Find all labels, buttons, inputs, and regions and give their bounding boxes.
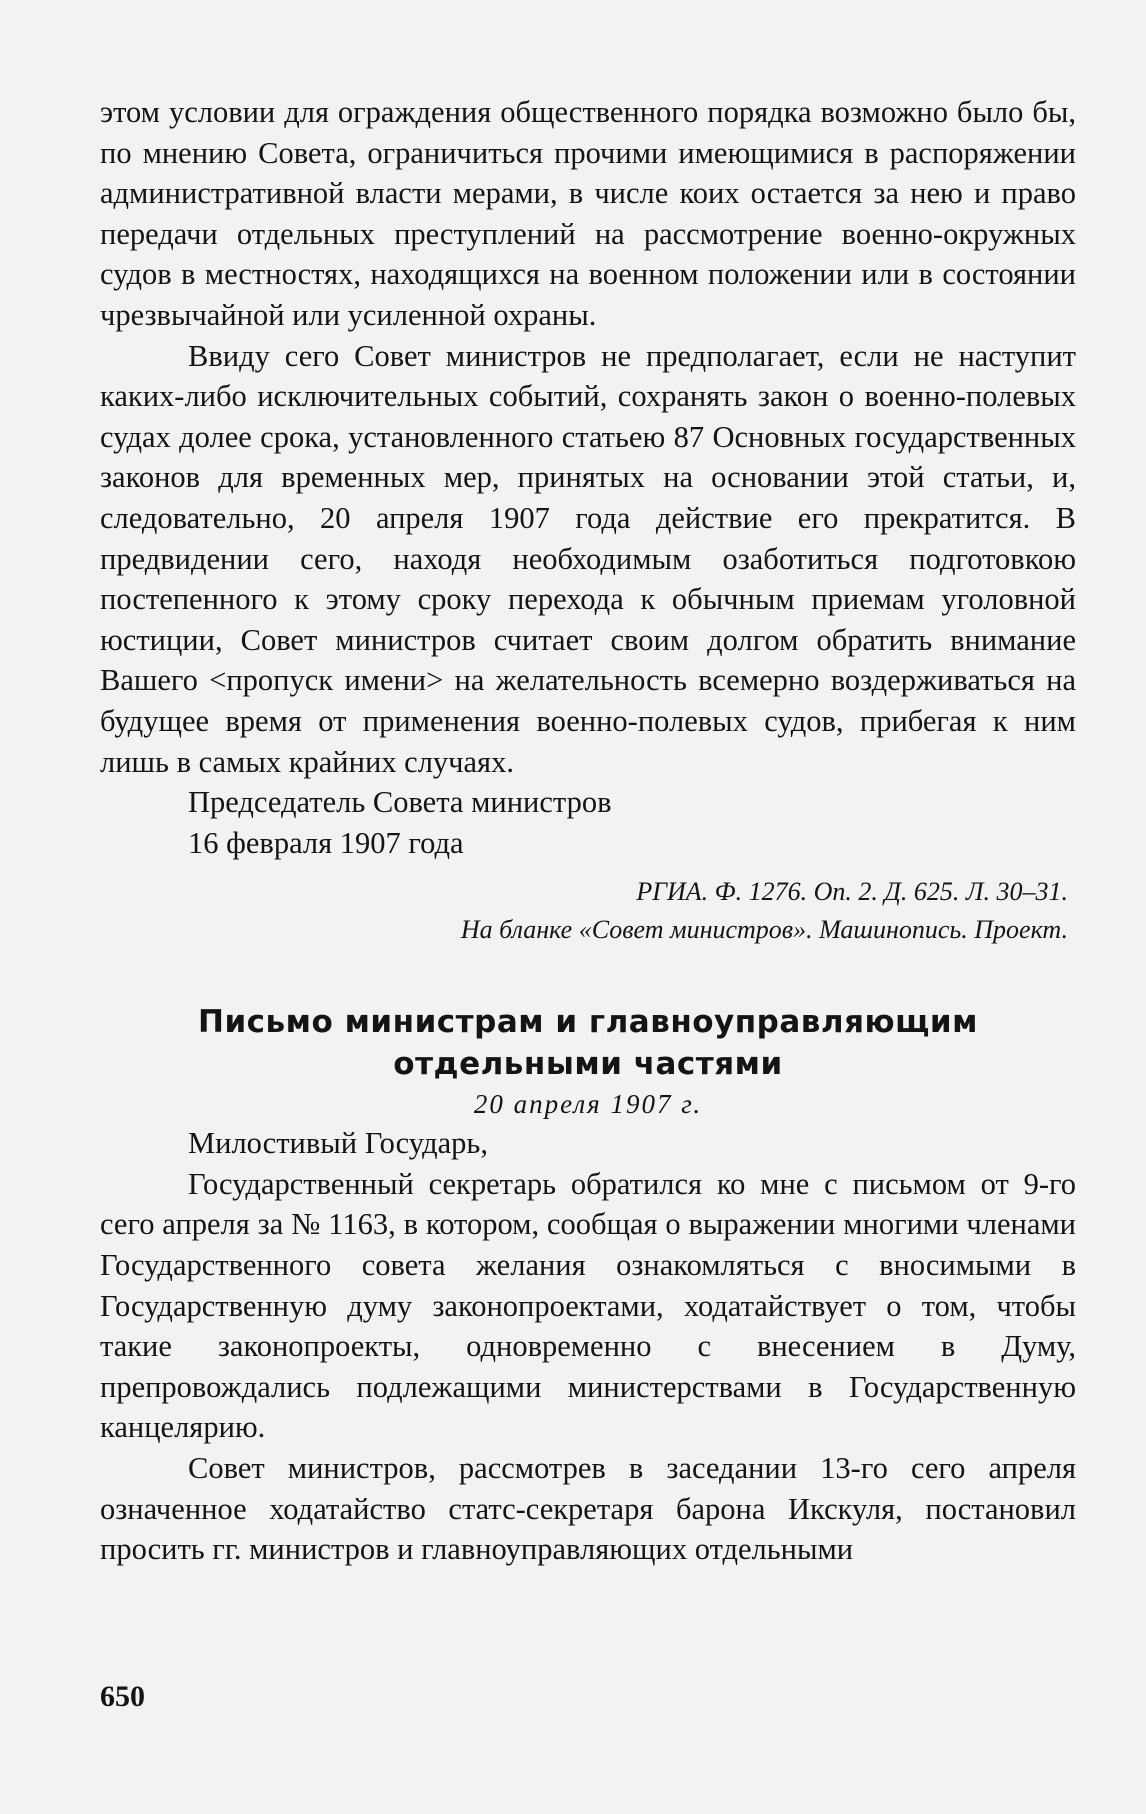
letter-paragraph-2: Совет министров, рассмотрев в заседании 13-го сего апреля означенное ходатайство статс-секретаря барона Икскуля, постановил просить гг. министров и главноуправляющих отдельными	[100, 1451, 1076, 1567]
section-continuation	[100, 92, 1076, 1570]
salutation: Милостивый Государь,	[188, 1126, 488, 1161]
letter-paragraph-1: Государственный секретарь обратился ко мне с письмом от 9-го сего апреля за № 1163, в котором, сообщая о выражении многими членами Государственного совета желания ознакомляться с вносимыми в Государственную думу законопроектами, ходатайствует о том, чтобы такие законопроекты, одновременно с внесением в Думу, препровождались подлежащими министерствами в Государственную канцелярию.	[100, 1166, 1076, 1445]
document-note: На бланке «Совет министров». Машинопись. Проект.	[460, 915, 1068, 945]
signature-title: Председатель Совета министров	[188, 785, 612, 820]
spacer	[100, 949, 1076, 1001]
archive-reference: РГИА. Ф. 1276. Оп. 2. Д. 625. Л. 30–31.	[636, 877, 1068, 907]
paragraph-1: этом условии для ограждения общественного порядка возможно было бы, по мнению Совета, ограничиться прочими имеющимися в распоряжении административной власти мерами, в числе коих остается за нею и право передачи отдельных преступлений на рассмотрение военно-окружных судов в местностях, находящихся на военном положении или в состоянии чрезвычайной или усиленной охраны.	[100, 95, 1076, 332]
spacer	[100, 863, 1076, 873]
paragraph-2: Ввиду сего Совет министров не предполагает, если не наступит каких-либо исключительных событий, сохранять закон о военно-полевых судах долее срока, установленного статьею 87 Основных государственных законов для временных мер, принятых на основании этой статьи, и, следовательно, 20 апреля 1907 года действие его прекратится. В предвидении сего, находя необходимым озаботиться подготовкою постепенного к этому сроку перехода к обычным приемам уголовной юстиции, Совет министров считает своим долгом обратить внимание Вашего <пропуск имени> на желательность всемерно воздерживаться на будущее время от применения военно-полевых судов, прибегая к ним лишь в самых крайних случаях.	[100, 338, 1076, 779]
letter-date: 20 апреля 1907 г.	[473, 1089, 703, 1120]
signature-date: 16 февраля 1907 года	[188, 825, 464, 860]
letter-title-line-1: Письмо министрам и главноуправляющим	[198, 1004, 978, 1041]
letter-title-line-2: отдельными частями	[393, 1046, 783, 1083]
page-number: 650	[100, 1680, 145, 1713]
